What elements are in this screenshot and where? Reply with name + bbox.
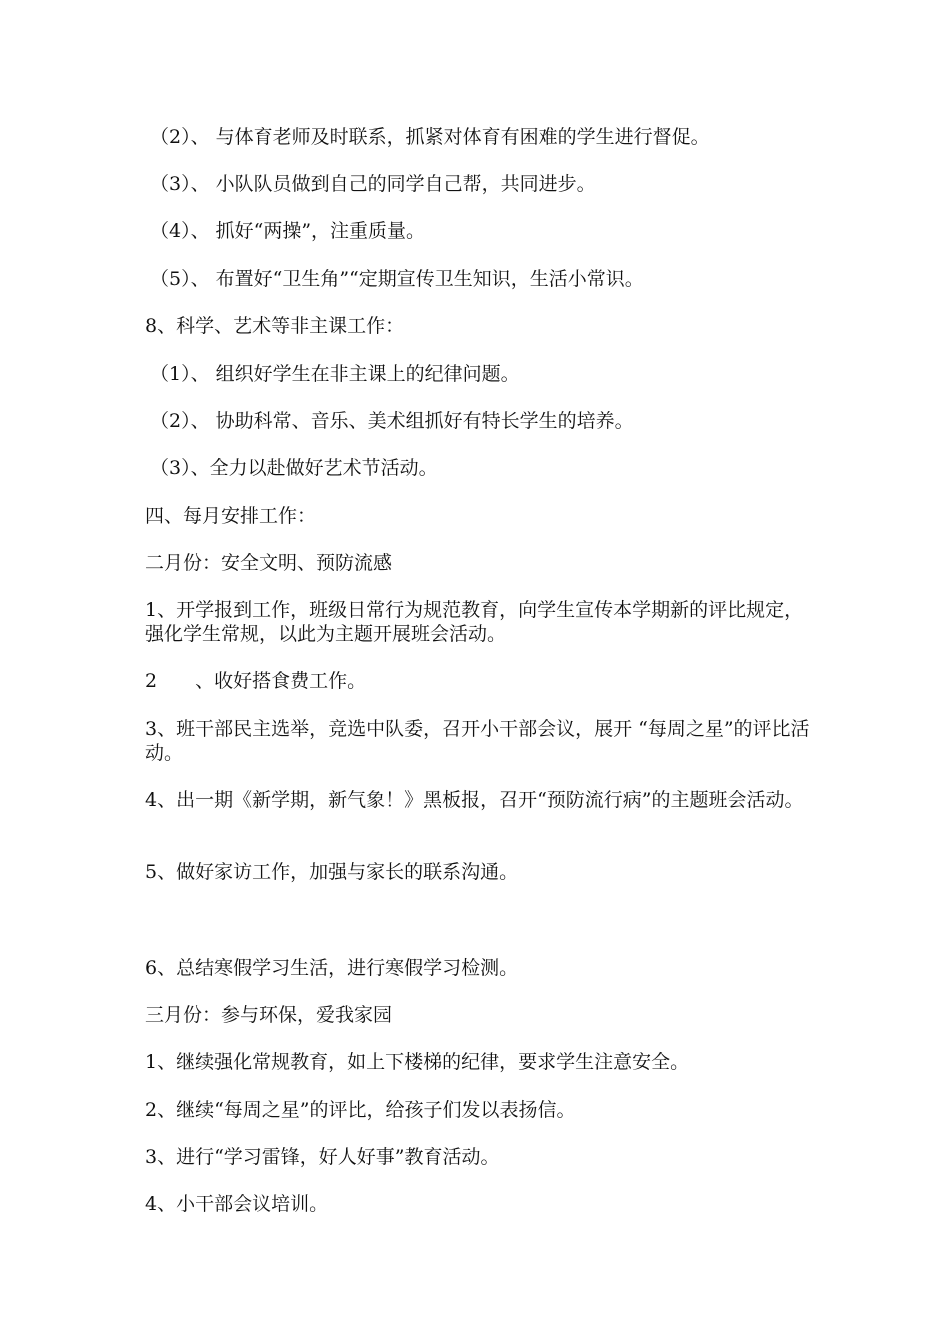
paragraph: （3）、全力以赴做好艺术节活动。 (150, 457, 438, 479)
section-heading: 四、每月安排工作： (145, 505, 317, 527)
paragraph: 3、班干部民主选举，竞选中队委，召开小干部会议，展开 “每周之星”的评比活动。 (145, 718, 810, 764)
paragraph: （3）、 小队队员做到自己的同学自己帮，共同进步。 (150, 173, 596, 195)
month-heading: 二月份：安全文明、预防流感 (145, 552, 393, 574)
paragraph: （1）、 组织好学生在非主课上的纪律问题。 (150, 363, 520, 385)
paragraph: 2、继续“每周之星”的评比，给孩子们发以表扬信。 (145, 1099, 576, 1121)
paragraph: 1、继续强化常规教育，如上下楼梯的纪律，要求学生注意安全。 (145, 1051, 690, 1073)
section-heading: 8、科学、艺术等非主课工作： (145, 315, 405, 337)
paragraph: 4、出一期《新学期，新气象！》黑板报，召开“预防流行病”的主题班会活动。 (145, 789, 804, 811)
paragraph: （5）、 布置好“卫生角”“定期宣传卫生知识，生活小常识。 (150, 268, 644, 290)
paragraph: 1、开学报到工作，班级日常行为规范教育，向学生宣传本学期新的评比规定，强化学生常规，以此为主题开展班会活动。 (145, 599, 804, 645)
paragraph: （2）、 协助科常、音乐、美术组抓好有特长学生的培养。 (150, 410, 634, 432)
paragraph: 6、总结寒假学习生活，进行寒假学习检测。 (145, 957, 519, 979)
paragraph: 5、做好家访工作，加强与家长的联系沟通。 (145, 861, 519, 883)
paragraph: （4）、 抓好“两操”，注重质量。 (150, 220, 426, 242)
month-heading: 三月份：参与环保，爱我家园 (145, 1004, 393, 1026)
paragraph: 3、进行“学习雷锋，好人好事”教育活动。 (145, 1146, 500, 1168)
paragraph: 2 、收好搭食费工作。 (145, 670, 367, 692)
paragraph: 4、小干部会议培训。 (145, 1193, 329, 1215)
paragraph: （2）、 与体育老师及时联系，抓紧对体育有困难的学生进行督促。 (150, 126, 710, 148)
